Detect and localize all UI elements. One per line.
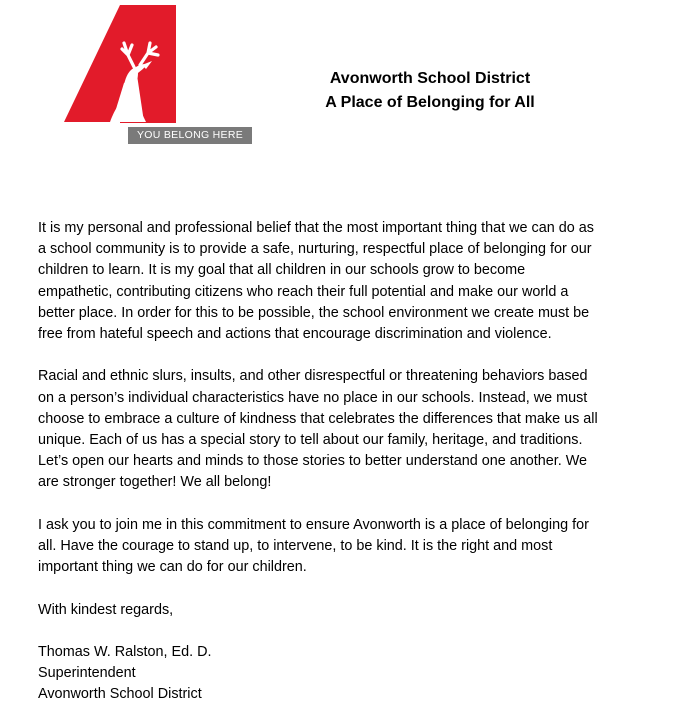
signer-organization: Avonworth School District: [38, 686, 202, 703]
letter-subtitle: A Place of Belonging for All: [325, 94, 535, 111]
paragraph-3: I ask you to join me in this commitment to ensure Avonworth is a place of belonging for all. Have the courage to stand up, to intervene, to be kind. It is the right and most important thing we can do for our children.: [38, 516, 589, 576]
signature-block: [38, 642, 678, 706]
logo-tagline: YOU BELONG HERE: [128, 127, 252, 144]
closing-line: With kindest regards,: [38, 601, 174, 618]
signer-title: Superintendent: [38, 665, 136, 682]
paragraph-1: It is my personal and professional belief that the most important thing that we can do as a school community is to provide a safe, nurturing, respectful place of belonging for our children to learn. It is my goal that all children in our schools grow to become empathetic, contributing citizens who reach their full potential and make our world a better place. In order for this to be possible, the school environment we create must be free from hateful speech and actions that encourage discrimination and violence.: [38, 220, 594, 343]
avonworth-logo: [64, 5, 244, 141]
letter-a-deer-icon: [64, 5, 188, 123]
letter-heading: [280, 67, 580, 115]
signer-name: Thomas W. Ralston, Ed. D.: [38, 644, 212, 660]
paragraph-2: Racial and ethnic slurs, insults, and other disrespectful or threatening behaviors based on a person’s individual characteristics have no place in our schools. Instead, we must choose to embrace a culture of kindness that celebrates the differences that make us all unique. Each of us has a special story to tell about our family, heritage, and traditions. Let’s open our hearts and minds to those stories to better understand one another. We are stronger together! We all belong!: [38, 368, 598, 491]
letter-body: [38, 218, 678, 706]
district-name: Avonworth School District: [329, 70, 531, 87]
